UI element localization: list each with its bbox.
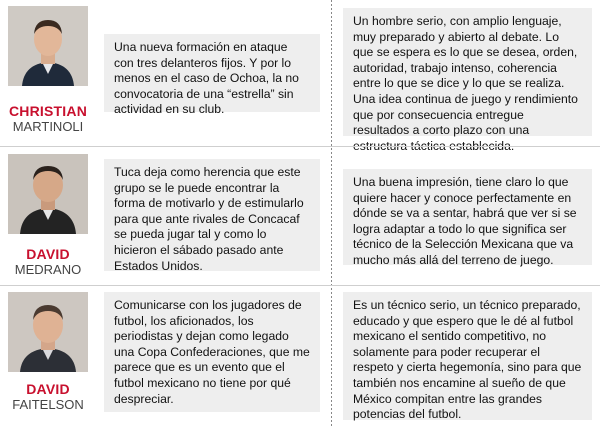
first-name: DAVID <box>26 246 70 262</box>
first-name: CHRISTIAN <box>8 103 88 119</box>
last-name: FAITELSON <box>12 397 84 412</box>
last-name: MEDRANO <box>14 262 82 277</box>
commentator-row-martinoli <box>0 0 600 153</box>
commentator-photo <box>8 154 88 234</box>
right-comment: Una buena impresión, tiene claro lo que quiere hacer y conoce perfectamente en dónde se va a sentar, habrá que ver si se logra adaptar a todo lo que significa ser técnico de la Selección Mexicana que va mucho más allá del terreno de juego. <box>343 169 592 265</box>
commentator-row-faitelson <box>0 286 600 426</box>
commentator-row-medrano <box>0 147 600 285</box>
left-comment: Comunicarse con los jugadores de futbol, los aficionados, los periodistas y dejan como legado una Copa Confederaciones, que me parece que es un evento que el futbol mexicano no tiene por qué despreciar. <box>104 292 320 412</box>
commentator-photo <box>8 6 88 86</box>
right-comment: Un hombre serio, con amplio lenguaje, muy preparado y abierto al debate. Lo que se espera es lo que se desea, orden, autoridad, trabajo intenso, coherencia entre lo que se dice y lo que se realiza. Una idea continua de juego y rendimiento que por consecuencia entregue resultados a corto plazo con una estructura táctica establecida. <box>343 8 592 136</box>
last-name: MARTINOLI <box>12 119 84 134</box>
left-comment: Tuca deja como herencia que este grupo se le puede encontrar la forma de motivarlo y de estimularlo para que ante rivales de Concacaf se pueda jugar tal y como lo hicieron el sábado pasado ante Estados Unidos. <box>104 159 320 271</box>
commentator-photo <box>8 292 88 372</box>
first-name: DAVID <box>26 381 70 397</box>
right-comment: Es un técnico serio, un técnico preparado, educado y que espero que le dé al futbol mexicano el sentido competitivo, no solamente para poder recuperar el respeto y cierta hegemonía, sino para que también nos encamine al sueño de que México compitan entre las grandes potencias del futbol. <box>343 292 592 420</box>
left-comment: Una nueva formación en ataque con tres delanteros fijos. Y por lo menos en el caso de Ochoa, la no convocatoria de una “estrella” sin actividad en su club. <box>104 34 320 112</box>
